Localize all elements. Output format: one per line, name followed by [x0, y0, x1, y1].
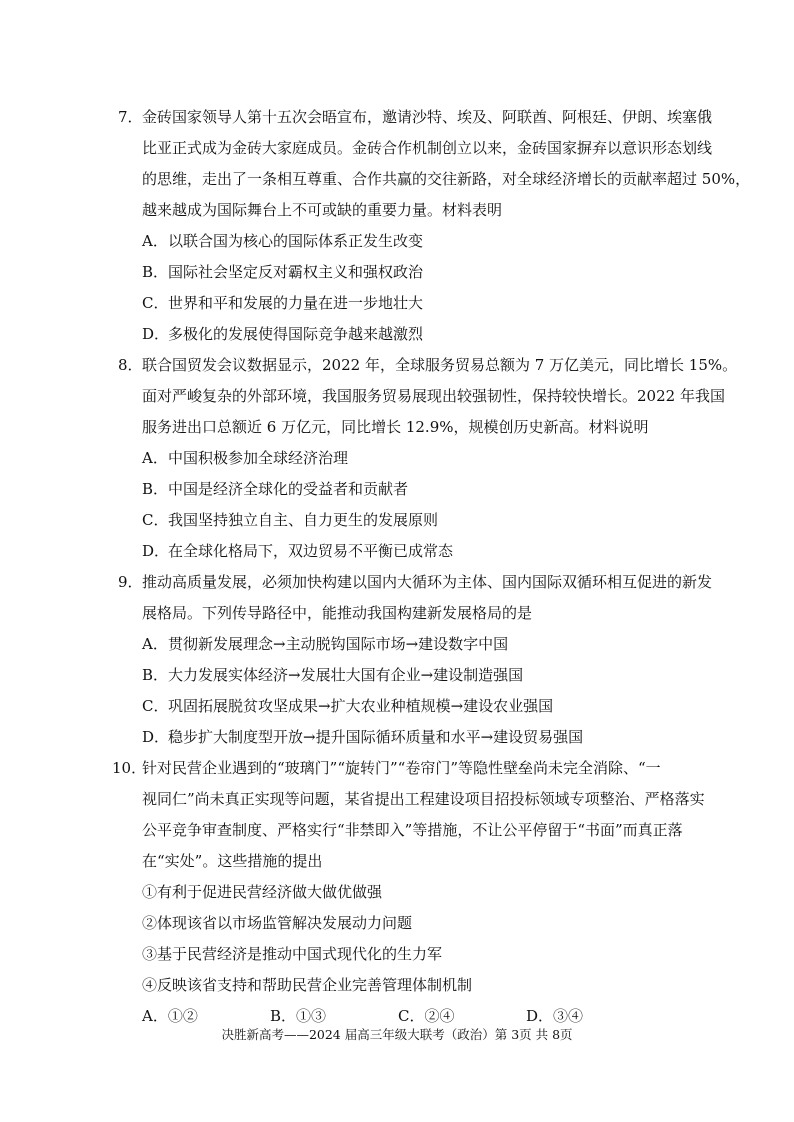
option-text: 巩固拓展脱贫攻坚成果→扩大农业种植规模→建设农业强国 — [168, 697, 554, 715]
option-letter: C． — [142, 697, 169, 715]
question-number: 8． — [118, 356, 143, 374]
question-10 — [112, 753, 705, 1032]
option-letter: A． — [142, 232, 168, 250]
option-letter: D． — [142, 325, 170, 343]
option-text: 多极化的发展使得国际竞争越来越激烈 — [168, 325, 424, 343]
option-text: 中国积极参加全球经济治理 — [168, 449, 349, 467]
option-a — [118, 629, 678, 660]
question-text-line: 针对民营企业遇到的“玻璃门”“旋转门”“卷帘门”等隐性壁垒尚未完全消除、“一 — [142, 759, 661, 777]
choice-c: C．②④ — [398, 1007, 455, 1025]
question-number: 10． — [112, 759, 147, 777]
option-a — [118, 443, 678, 474]
question-number: 9． — [118, 573, 143, 591]
option-letter: B． — [142, 666, 169, 684]
choice-d: D．③④ — [526, 1007, 584, 1025]
question-text-line: 公平竞争审查制度、严格实行“非禁即入”等措施，不让公平停留于“书面”而真正落 — [142, 821, 683, 839]
statement-4: ④反映该省支持和帮助民营企业完善管理体制机制 — [142, 976, 473, 994]
option-b — [118, 257, 678, 288]
question-text-line: 联合国贸发会议数据显示，2022 年，全球服务贸易总额为 7 万亿美元，同比增长 15%。 — [142, 356, 738, 374]
question-number: 7． — [118, 108, 143, 126]
option-text: 大力发展实体经济→发展壮大国有企业→建设制造强国 — [168, 666, 524, 684]
question-7 — [118, 102, 751, 350]
question-text-line: 在“实处”。这些措施的提出 — [142, 852, 323, 870]
option-b — [118, 474, 678, 505]
option-letter: B． — [142, 263, 169, 281]
option-d — [118, 536, 678, 567]
question-text-line: 面对严峻复杂的外部环境，我国服务贸易展现出较强韧性，保持较快增长。2022 年我国 — [142, 387, 725, 405]
question-text-line: 的思维，走出了一条相互尊重、合作共赢的交往新路，对全球经济增长的贡献率超过 50%， — [142, 170, 751, 188]
option-c — [118, 288, 678, 319]
option-a — [118, 226, 678, 257]
statement-2: ②体现该省以市场监管解决发展动力问题 — [142, 914, 413, 932]
option-letter: A． — [142, 635, 168, 653]
option-text: 贯彻新发展理念→主动脱钩国际市场→建设数字中国 — [168, 635, 509, 653]
question-text-line: 展格局。下列传导路径中，能推动我国构建新发展格局的是 — [142, 604, 533, 622]
question-text-line: 金砖国家领导人第十五次会晤宣布，邀请沙特、埃及、阿联酋、阿根廷、伊朗、埃塞俄 — [142, 108, 713, 126]
option-letter: D． — [142, 728, 170, 746]
page-footer: 决胜新高考——2024 届高三年级大联考（政治）第 3页 共 8页 — [221, 1027, 573, 1042]
statement-1: ①有利于促进民营经济做大做优做强 — [142, 883, 383, 901]
question-text-line: 推动高质量发展，必须加快构建以国内大循环为主体、国内国际双循环相互促进的新发 — [142, 573, 713, 591]
question-text-line: 服务进出口总额近 6 万亿元，同比增长 12.9%，规模创历史新高。材料说明 — [142, 418, 649, 436]
option-text: 在全球化格局下，双边贸易不平衡已成常态 — [168, 542, 454, 560]
option-letter: D． — [142, 542, 170, 560]
question-text-line: 越来越成为国际舞台上不可或缺的重要力量。材料表明 — [142, 201, 503, 219]
option-letter: B． — [142, 480, 169, 498]
option-d — [118, 319, 678, 350]
option-text: 中国是经济全球化的受益者和贡献者 — [168, 480, 409, 498]
option-b — [118, 660, 678, 691]
question-8 — [118, 350, 738, 567]
option-text: 我国坚持独立自主、自力更生的发展原则 — [168, 511, 439, 529]
option-text: 国际社会坚定反对霸权主义和强权政治 — [168, 263, 424, 281]
option-letter: A． — [142, 449, 168, 467]
option-c — [118, 691, 678, 722]
option-text: 稳步扩大制度型开放→提升国际循环质量和水平→建设贸易强国 — [168, 728, 584, 746]
statement-3: ③基于民营经济是推动中国式现代化的生力军 — [142, 945, 443, 963]
option-d — [118, 722, 678, 753]
choice-a: A．①② — [142, 1007, 198, 1025]
option-text: 世界和平和发展的力量在进一步地壮大 — [168, 294, 424, 312]
option-letter: C． — [142, 511, 169, 529]
question-list — [112, 102, 751, 1032]
question-text-line: 视同仁”尚未真正实现等问题，某省提出工程建设项目招投标领域专项整治、严格落实 — [142, 790, 705, 808]
option-text: 以联合国为核心的国际体系正发生改变 — [168, 232, 424, 250]
option-letter: C． — [142, 294, 169, 312]
question-text-line: 比亚正式成为金砖大家庭成员。金砖合作机制创立以来，金砖国家摒弃以意识形态划线 — [142, 139, 713, 157]
choice-b: B．①③ — [270, 1007, 327, 1025]
option-c — [118, 505, 678, 536]
question-9 — [118, 567, 713, 753]
